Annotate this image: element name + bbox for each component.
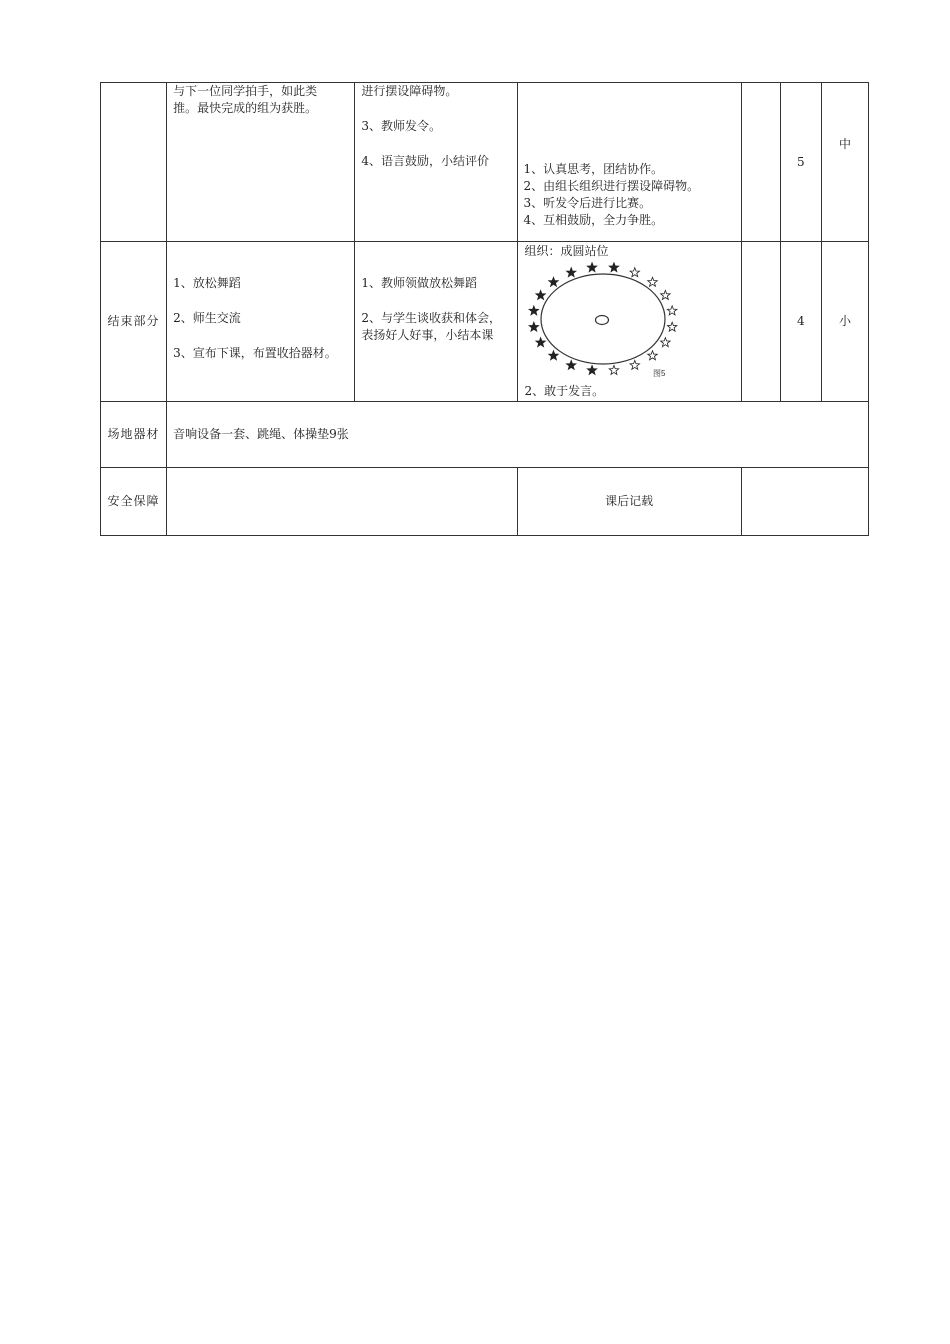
lesson-plan-table [100, 82, 869, 536]
student-star-outline [660, 338, 670, 347]
content-line: 3、宣布下课，布置收拾器材。 [173, 346, 337, 360]
extra-cell [741, 242, 780, 402]
intensity-cell [821, 83, 868, 242]
content-line: 1、放松舞蹈 [173, 276, 241, 290]
section-label-text: 场地器材 [107, 427, 160, 441]
time-value: 5 [797, 154, 805, 169]
section-cell-empty [101, 83, 167, 242]
record-cell [741, 468, 868, 536]
formation-title: 组织：成圆站位 [524, 244, 609, 258]
student-star-filled [548, 351, 558, 360]
teacher-cell [355, 242, 517, 402]
teacher-line: 2、与学生谈收获和体会， [361, 311, 501, 325]
student-stars [529, 263, 677, 375]
student-star-filled [529, 306, 539, 315]
content-cell [167, 242, 355, 402]
content-line: 2、师生交流 [173, 311, 241, 325]
circle-formation-diagram [525, 262, 685, 380]
extra-cell [741, 83, 780, 242]
student-star-filled [535, 338, 545, 347]
content-line: 推。最快完成的组为获胜。 [173, 101, 318, 115]
time-value: 4 [797, 314, 805, 328]
section-label-text: 安全保障 [107, 494, 160, 508]
teacher-line: 进行摆设障碍物。 [361, 84, 458, 98]
record-label-cell [517, 468, 741, 536]
section-label [101, 468, 167, 536]
student-star-outline [667, 306, 677, 315]
student-star-filled [566, 268, 576, 277]
intensity-value: 小 [838, 314, 851, 328]
section-label [101, 242, 167, 402]
student-star-outline [630, 360, 640, 369]
time-cell [780, 242, 821, 402]
student-line: 1、认真思考，团结协作。 [523, 162, 664, 176]
student-star-outline [667, 322, 677, 331]
student-line: 3、听发令后进行比赛。 [523, 196, 652, 210]
intensity-value: 中 [838, 137, 851, 151]
teacher-line: 4、语言鼓励，小结评价 [361, 154, 489, 168]
student-star-filled [587, 263, 597, 272]
time-cell [780, 83, 821, 242]
section-label-text: 结束部分 [107, 314, 160, 328]
content-line: 与下一位同学拍手，如此类 [173, 84, 318, 98]
table-row [101, 242, 869, 402]
teacher-cell [355, 83, 517, 242]
student-star-outline [660, 290, 670, 299]
student-star-filled [529, 322, 539, 331]
student-star-filled [548, 277, 558, 286]
equipment-text: 音响设备一套、跳绳、体操垫9张 [173, 427, 349, 441]
content-cell [167, 83, 355, 242]
student-star-outline [609, 365, 619, 374]
student-star-filled [566, 360, 576, 369]
table-row [101, 468, 869, 536]
student-star-outline [647, 351, 657, 360]
figure-label: 图5 [652, 369, 665, 378]
student-cell [517, 83, 741, 242]
student-star-outline [647, 277, 657, 286]
teacher-line: 表扬好人好事，小结本课 [361, 328, 494, 342]
circle-ring [541, 274, 665, 364]
record-label: 课后记载 [605, 494, 654, 508]
teacher-line: 1、教师领做放松舞蹈 [361, 276, 477, 290]
table-row [101, 402, 869, 468]
section-label [101, 402, 167, 468]
student-star-filled [535, 290, 545, 299]
teacher-line: 3、教师发令。 [361, 119, 441, 133]
equipment-cell [167, 402, 869, 468]
safety-cell [167, 468, 517, 536]
student-line: 2、敢于发言。 [524, 384, 605, 398]
student-line: 2、由组长组织进行摆设障碍物。 [523, 179, 700, 193]
student-cell [517, 242, 741, 402]
student-star-outline [630, 268, 640, 277]
center-marker [595, 316, 608, 325]
table-row [101, 83, 869, 242]
student-star-filled [587, 365, 597, 374]
intensity-cell [821, 242, 868, 402]
student-star-filled [609, 263, 619, 272]
student-line: 4、互相鼓励，全力争胜。 [523, 213, 664, 227]
